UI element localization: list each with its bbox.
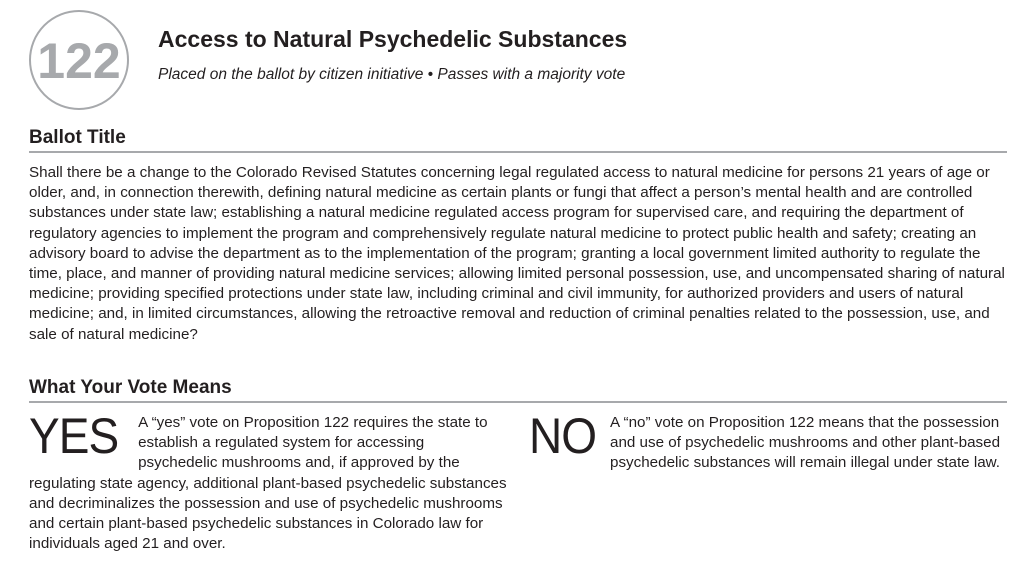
measure-number-badge — [29, 10, 129, 110]
yes-vote-section — [29, 408, 507, 554]
measure-subtitle: Placed on the ballot by citizen initiative • Passes with a majority vote — [158, 66, 626, 83]
measure-number: 122 — [37, 33, 121, 89]
ballot-title-text: Shall there be a change to the Colorado Revised Statutes concerning legal regulated access to natural medicine for persons 21 years of age or older, and, in connection therewith, defining natural medicine as certain plants or fungi that affect a person’s mental health and are controlled substances under state law; establishing a natural medicine regulated access program for supervised care, and requiring the department of regulatory agencies to implement the program and comprehensively regulate natural medicine to protect public health and safety; creating an advisory board to advise the department as to the implementation of the program; granting a local government limited authority to regulate the time, place, and manner of providing natural medicine services; allowing limited personal possession, use, and uncompensated sharing of natural medicine; providing specified protections under state law, including criminal and civil immunity, for authorized providers and users of natural medicine; and, in limited circumstances, allowing the retroactive removal and reduction of criminal penalties related to the possession, use, and sale of natural medicine? — [29, 164, 1005, 343]
no-vote-text: A “no” vote on Proposition 122 means that the possession and use of psychedelic mushrooms and other plant-based psychedelic substances will remain illegal under state law. — [610, 414, 1001, 472]
vote-means-heading: What Your Vote Means — [29, 377, 1007, 403]
ballot-title-heading: Ballot Title — [29, 127, 1007, 153]
no-vote-section — [529, 408, 1007, 474]
no-label: NO — [529, 408, 597, 464]
measure-title: Access to Natural Psychedelic Substances — [158, 26, 628, 52]
yes-vote-text: A “yes” vote on Proposition 122 requires the state to establish a regulated system for accessing psychedelic mushrooms and, if approved by the regulating state agency, additional plant-based psychedelic substances and decriminalizes the possession and use of psychedelic mushrooms and certain plant-based psychedelic substances in Colorado law for individuals aged 21 and over. — [29, 414, 507, 553]
yes-label: YES — [29, 408, 119, 464]
